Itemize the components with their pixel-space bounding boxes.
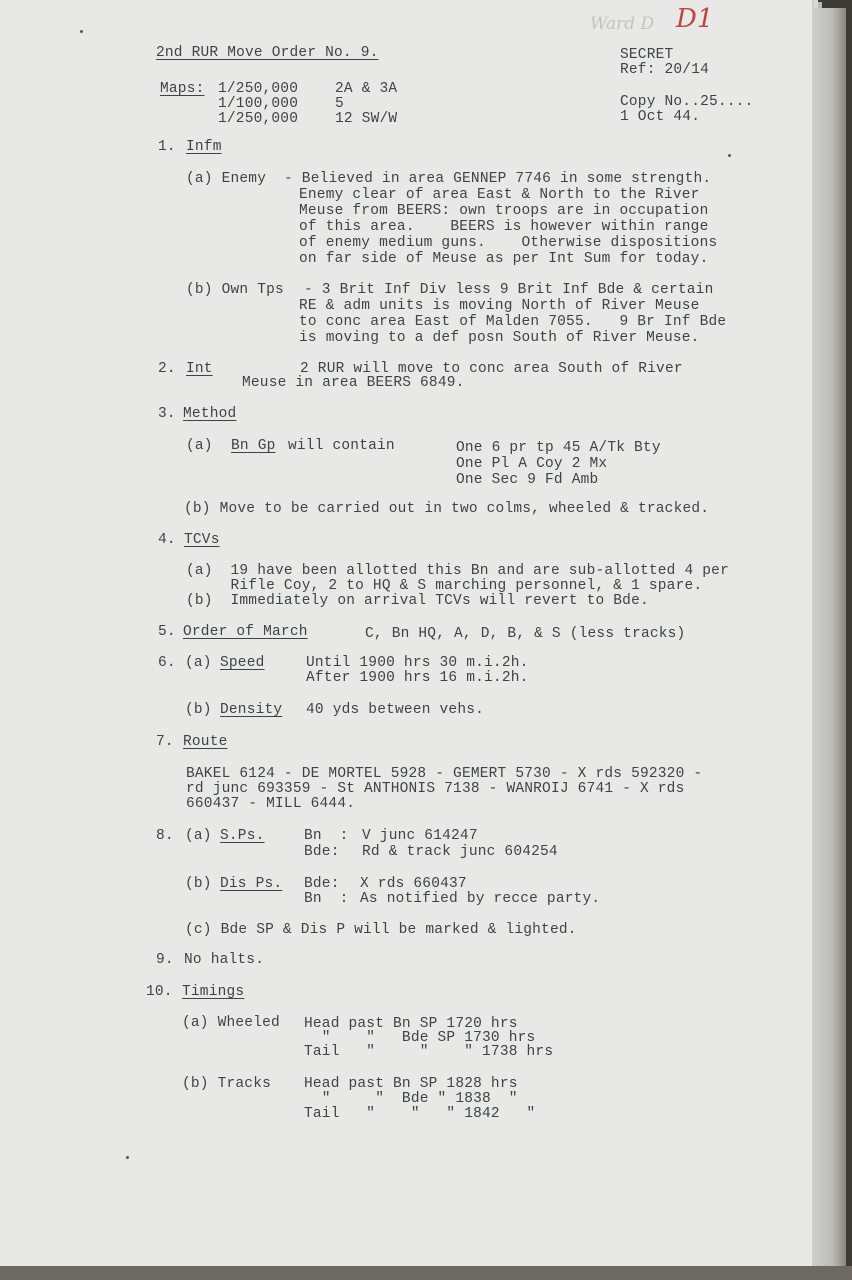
section-number: 1. (158, 139, 176, 155)
enemy-text: of this area. BEERS is however within range (299, 219, 709, 235)
sps-label: (a) (185, 828, 212, 844)
wheeled-timing: Head past Bn SP 1720 hrs (304, 1016, 518, 1032)
paper-speck (728, 154, 731, 157)
sps-unit: Bde: (304, 844, 340, 860)
int-text: 2 RUR will move to conc area South of River (300, 361, 683, 377)
method-item: One Sec 9 Fd Amb (456, 472, 599, 488)
tcvs-a-text: Rifle Coy, 2 to HQ & S marching personnel, & 1 spare. (186, 578, 703, 594)
halts-text: No halts. (184, 952, 265, 968)
wheeled-timing: Tail " " " 1738 hrs (304, 1044, 554, 1060)
tcvs-a-text: (a) 19 have been allotted this Bn and are sub-allotted 4 per (186, 563, 729, 579)
dis-ps-unit: Bde: (304, 876, 340, 892)
section-number: 3. (158, 406, 176, 422)
section-heading-int: Int (186, 361, 213, 377)
enemy-text: on far side of Meuse as per Int Sum for today. (299, 251, 709, 267)
map-scale: 1/250,000 (218, 111, 299, 127)
speed-text: Until 1900 hrs 30 m.i.2h. (306, 655, 529, 671)
page-edge (812, 8, 846, 1270)
speed-label: (a) (185, 655, 212, 671)
wheeled-label: (a) Wheeled (182, 1015, 280, 1031)
section-heading-order-of-march: Order of March (183, 624, 308, 640)
map-scale: 1/250,000 (218, 81, 299, 97)
route-text: 660437 - MILL 6444. (186, 796, 356, 812)
section-heading-route: Route (183, 734, 228, 750)
enemy-text: Meuse from BEERS: own troops are in occupation (299, 203, 709, 219)
paper-speck (126, 1156, 129, 1159)
document-date: 1 Oct 44. (620, 109, 701, 125)
dis-ps-label: (b) (185, 876, 212, 892)
int-text: Meuse in area BEERS 6849. (242, 375, 465, 391)
enemy-text: of enemy medium guns. Otherwise dispositions (299, 235, 718, 251)
dis-ps-location: As notified by recce party. (360, 891, 601, 907)
own-tps-label: (b) Own Tps (186, 282, 284, 298)
page-title: 2nd RUR Move Order No. 9. (156, 45, 379, 61)
section-number: 2. (158, 361, 176, 377)
paper-speck (80, 30, 83, 33)
section-heading-timings: Timings (182, 984, 245, 1000)
speed-heading: Speed (220, 655, 265, 671)
route-text: BAKEL 6124 - DE MORTEL 5928 - GEMERT 5730 - X rds 592320 - (186, 766, 703, 782)
map-sheet: 5 (335, 96, 344, 112)
section-number: 5. (158, 624, 176, 640)
own-tps-text: to conc area East of Malden 7055. 9 Br Inf Bde (299, 314, 727, 330)
own-tps-text: - 3 Brit Inf Div less 9 Brit Inf Bde & certain (304, 282, 714, 298)
pencil-annotation: Ward D (590, 14, 655, 34)
density-label: (b) (185, 702, 212, 718)
density-heading: Density (220, 702, 283, 718)
map-sheet: 2A & 3A (335, 81, 398, 97)
enemy-text: - Believed in area GENNEP 7746 in some strength. (284, 171, 712, 187)
map-sheet: 12 SW/W (335, 111, 398, 127)
dis-ps-unit: Bn : (304, 891, 349, 907)
speed-text: After 1900 hrs 16 m.i.2h. (306, 670, 529, 686)
method-a-label: (a) (186, 438, 213, 454)
marking-note: (c) Bde SP & Dis P will be marked & lighted. (185, 922, 577, 938)
enemy-text: Enemy clear of area East & North to the River (299, 187, 700, 203)
red-annotation: D1 (676, 4, 714, 34)
sps-heading: S.Ps. (220, 828, 265, 844)
desk-surface (0, 1266, 852, 1280)
section-number: 10. (146, 984, 173, 1000)
section-heading-infm: Infm (186, 139, 222, 155)
sps-unit: Bn : (304, 828, 349, 844)
density-text: 40 yds between vehs. (306, 702, 485, 718)
tracks-timing: Tail " " " 1842 " (304, 1106, 536, 1122)
section-number: 9. (156, 952, 174, 968)
section-number: 7. (156, 734, 174, 750)
maps-label: Maps: (160, 81, 205, 97)
method-item: One 6 pr tp 45 A/Tk Bty (456, 440, 661, 456)
method-b-text: (b) Move to be carried out in two colms, wheeled & tracked. (184, 501, 710, 517)
own-tps-text: is moving to a def posn South of River Meuse. (299, 330, 700, 346)
dis-ps-heading: Dis Ps. (220, 876, 283, 892)
own-tps-text: RE & adm units is moving North of River Meuse (299, 298, 700, 314)
tracks-timing: " " Bde " 1838 " (304, 1091, 518, 1107)
section-heading-tcvs: TCVs (184, 532, 220, 548)
tcvs-b-text: (b) Immediately on arrival TCVs will revert to Bde. (186, 593, 649, 609)
sps-location: Rd & track junc 604254 (362, 844, 558, 860)
copy-number: Copy No..25.... (620, 94, 754, 110)
reference-number: Ref: 20/14 (620, 62, 710, 78)
sps-location: V junc 614247 (362, 828, 478, 844)
section-number: 8. (156, 828, 174, 844)
dis-ps-location: X rds 660437 (360, 876, 467, 892)
wheeled-timing: " " Bde SP 1730 hrs (304, 1030, 536, 1046)
map-scale: 1/100,000 (218, 96, 299, 112)
tracks-label: (b) Tracks (182, 1076, 272, 1092)
bn-gp-term: Bn Gp (231, 438, 276, 454)
order-of-march-text: C, Bn HQ, A, D, B, & S (less tracks) (365, 626, 686, 642)
section-number: 6. (158, 655, 176, 671)
tracks-timing: Head past Bn SP 1828 hrs (304, 1076, 518, 1092)
method-item: One Pl A Coy 2 Mx (456, 456, 608, 472)
section-number: 4. (158, 532, 176, 548)
section-heading-method: Method (183, 406, 237, 422)
method-a-text: will contain (288, 438, 395, 454)
classification-stamp: SECRET (620, 47, 674, 63)
route-text: rd junc 693359 - St ANTHONIS 7138 - WANROIJ 6741 - X rds (186, 781, 685, 797)
enemy-label: (a) Enemy (186, 171, 267, 187)
